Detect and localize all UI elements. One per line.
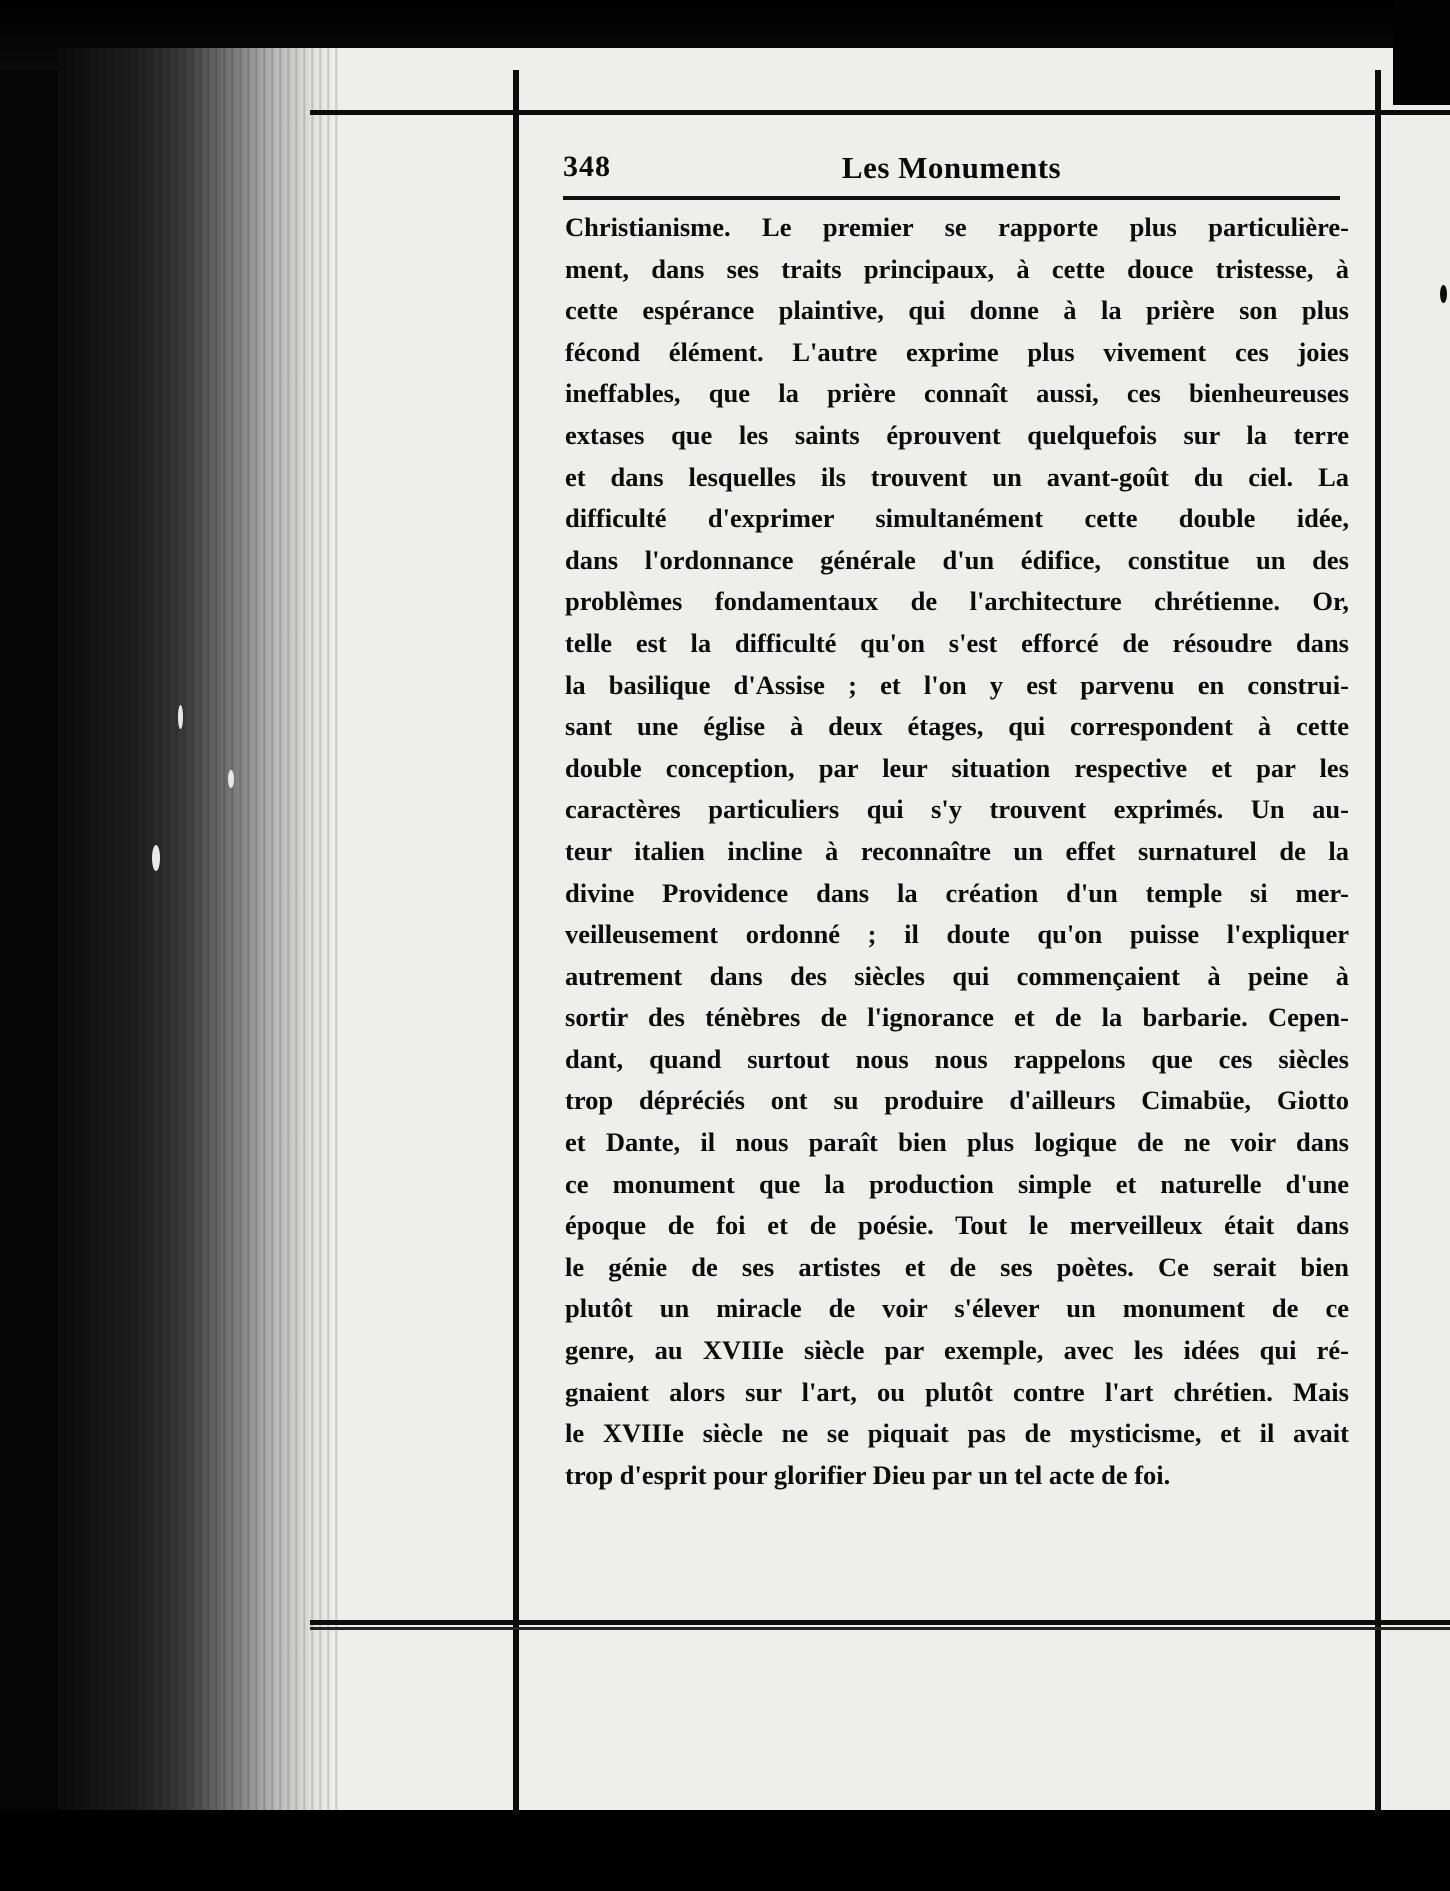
frame-rule-left: [513, 70, 519, 1815]
adjacent-page-edge: [1385, 105, 1450, 1810]
text-line: autrement dans des siècles qui commençaient à peine à: [565, 960, 1349, 991]
running-header: [563, 150, 1340, 196]
text-line: veilleusement ordonné ; il doute qu'on puisse l'expliquer: [565, 919, 1349, 950]
text-line: divine Providence dans la création d'un temple si mer-: [565, 877, 1349, 908]
text-line: ce monument que la production simple et naturelle d'une: [565, 1168, 1349, 1199]
text-line: telle est la difficulté qu'on s'est efforcé de résoudre dans: [565, 627, 1349, 658]
frame-rule-right: [1375, 70, 1381, 1815]
text-line: le génie de ses artistes et de ses poètes. Ce serait bien: [565, 1251, 1349, 1282]
text-line: le XVIIIe siècle ne se piquait pas de mysticisme, et il avait: [565, 1418, 1349, 1449]
text-line: caractères particuliers qui s'y trouvent exprimés. Un au-: [565, 794, 1349, 825]
text-line: la basilique d'Assise ; et l'on y est parvenu en construi-: [565, 669, 1349, 700]
text-line: Christianisme. Le premier se rapporte plus particulière-: [565, 212, 1349, 242]
text-line: et dans lesquelles ils trouvent un avant-goût du ciel. La: [565, 461, 1349, 492]
page-number: 348: [563, 150, 611, 183]
text-line: sortir des ténèbres de l'ignorance et de la barbarie. Cepen-: [565, 1002, 1349, 1033]
header-rule: [563, 196, 1340, 200]
text-line: double conception, par leur situation respective et par les: [565, 752, 1349, 783]
frame-rule-bottom: [310, 1620, 1450, 1625]
text-line: gnaient alors sur l'art, ou plutôt contre l'art chrétien. Mais: [565, 1376, 1349, 1407]
text-line: cette espérance plaintive, qui donne à la prière son plus: [565, 295, 1349, 326]
text-line: et Dante, il nous paraît bien plus logique de ne voir dans: [565, 1127, 1349, 1158]
scan-border-bottom: [0, 1810, 1450, 1891]
frame-rule-top: [310, 110, 1450, 115]
spine-scan-streaks: [58, 48, 338, 1813]
text-line: extases que les saints éprouvent quelquefois sur la terre: [565, 419, 1349, 450]
text-line: problèmes fondamentaux de l'architecture chrétienne. Or,: [565, 586, 1349, 617]
text-line: teur italien incline à reconnaître un effet surnaturel de la: [565, 835, 1349, 866]
body-text: [565, 207, 1349, 1496]
text-line: trop d'esprit pour glorifier Dieu par un tel acte de foi.: [565, 1459, 1171, 1490]
scan-speck: [1440, 285, 1447, 303]
text-line: époque de foi et de poésie. Tout le merveilleux était dans: [565, 1210, 1349, 1241]
text-line: sant une église à deux étages, qui correspondent à cette: [565, 711, 1349, 742]
frame-rule-bottom-secondary: [310, 1627, 1450, 1630]
text-line: ment, dans ses traits principaux, à cette douce tristesse, à: [565, 253, 1349, 284]
scan-speck: [152, 845, 160, 871]
text-line: difficulté d'exprimer simultanément cette double idée,: [565, 503, 1349, 534]
text-line: ineffables, que la prière connaît aussi, ces bienheureuses: [565, 378, 1349, 409]
text-line: dans l'ordonnance générale d'un édifice, constitue un des: [565, 544, 1349, 575]
text-line: dant, quand surtout nous nous rappelons que ces siècles: [565, 1043, 1349, 1074]
text-line: genre, au XVIIIe siècle par exemple, avec les idées qui ré-: [565, 1335, 1349, 1366]
text-line: trop dépréciés ont su produire d'ailleurs Cimabüe, Giotto: [565, 1085, 1349, 1116]
scan-speck: [228, 770, 234, 788]
text-line: plutôt un miracle de voir s'élever un monument de ce: [565, 1293, 1349, 1324]
text-line: fécond élément. L'autre exprime plus vivement ces joies: [565, 336, 1349, 367]
scan-speck: [178, 705, 183, 729]
running-title: Les Monuments: [841, 150, 1062, 185]
